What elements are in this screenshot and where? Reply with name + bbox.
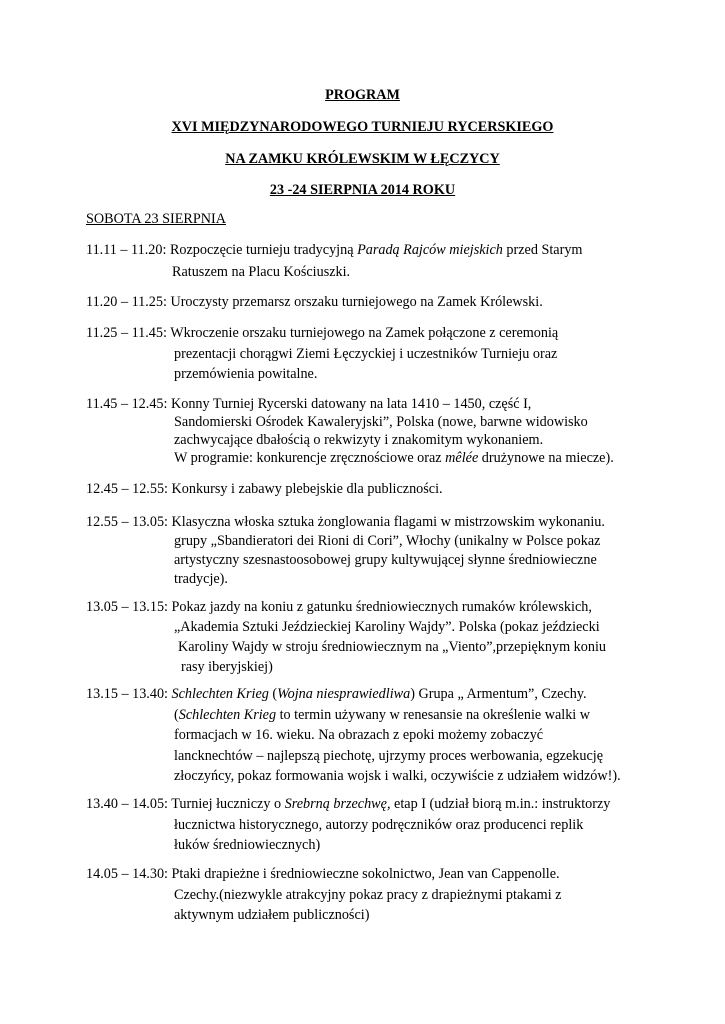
entry-line — [86, 396, 531, 413]
entry-line — [178, 639, 606, 656]
location-title: NA ZAMKU KRÓLEWSKIM W ŁĘCZYCY — [225, 151, 500, 167]
entry-text: aktywnym udziałem publiczności) — [174, 907, 370, 923]
italic-text: Srebrną brzechwę, — [284, 796, 391, 812]
entry-text: formacjach w 16. wieku. Na obrazach z epoki możemy zobaczyć — [174, 727, 544, 743]
entry-text: przed Starym — [502, 242, 583, 258]
entry-line — [174, 366, 317, 383]
day-heading: SOBOTA 23 SIERPNIA — [86, 211, 226, 227]
entry-text: 11.20 – 11.25: Uroczysty przemarsz orszaku turniejowego na Zamek Królewski. — [86, 294, 543, 310]
tournament-title: XVI MIĘDZYNARODOWEGO TURNIEJU RYCERSKIEGO — [171, 119, 554, 135]
entry-text: 11.25 – 11.45: Wkroczenie orszaku turniejowego na Zamek połączone z ceremonią — [86, 325, 559, 341]
entry-line — [86, 514, 605, 531]
entry-text: ) Grupa „ Armentum”, Czechy. — [410, 686, 587, 702]
entry-line — [174, 768, 621, 785]
entry-text: lancknechtów – najlepszą piechotę, ujrzymy proces werbowania, egzekucję — [174, 747, 603, 764]
entry-text: artystyczny szesnastoosobowej grupy kultywującej słynne średniowieczne — [174, 552, 597, 568]
entry-line — [174, 887, 561, 904]
entry-line — [174, 571, 228, 588]
italic-text: Paradą Rajców miejskich — [357, 242, 503, 258]
entry-line — [174, 552, 597, 569]
italic-text: mêlée — [445, 450, 479, 466]
entry-line — [174, 533, 600, 550]
entry-line — [174, 414, 588, 431]
entry-line — [174, 837, 320, 854]
entry-line — [174, 450, 614, 467]
entry-text: grupy „Sbandieratori dei Rioni di Cori”, Włochy (unikalny w Polsce pokaz — [174, 533, 601, 549]
entry-line — [86, 796, 610, 813]
entry-text: 13.05 – 13.15: Pokaz jazdy na koniu z gatunku średniowiecznych rumaków królewskich, — [86, 599, 592, 615]
italic-text: Wojna niesprawiedliwa — [277, 686, 411, 702]
entry-line — [174, 707, 590, 724]
entry-line — [172, 264, 350, 281]
entry-text: 12.55 – 13.05: Klasyczna włoska sztuka żonglowania flagami w mistrzowskim wykonaniu. — [86, 514, 605, 530]
entry-line — [174, 346, 557, 363]
entry-text: 13.15 – 13.40: — [86, 686, 172, 702]
entry-text: 13.40 – 14.05: Turniej łuczniczy o — [86, 796, 285, 812]
entry-text: łuków średniowiecznych) — [174, 837, 321, 853]
italic-text: Schlechten Krieg — [171, 686, 269, 702]
entry-line — [86, 242, 582, 259]
entry-text: rasy iberyjskiej) — [181, 659, 273, 675]
entry-line — [86, 325, 558, 342]
entry-text: zachwycające dbałością o rekwizyty i znakomitym wykonaniem. — [174, 432, 544, 448]
entry-text: etap I (udział biorą m.in.: instruktorzy — [390, 796, 611, 812]
entry-line — [174, 817, 583, 834]
entry-text: Ratuszem na Placu Kościuszki. — [172, 264, 351, 280]
entry-line — [174, 907, 369, 924]
entry-text: W programie: konkurencje zręcznościowe oraz — [174, 450, 446, 466]
entry-line — [86, 686, 587, 703]
entry-text: 11.45 – 12.45: Konny Turniej Rycerski datowany na lata 1410 – 1450, część I, — [86, 396, 532, 412]
entry-text: to termin używany w renesansie na określenie walki w — [276, 706, 591, 723]
program-title: PROGRAM — [325, 87, 400, 103]
entry-text: Czechy.(niezwykle atrakcyjny pokaz pracy z drapieżnymi ptakami z — [174, 886, 562, 903]
entry-line — [174, 619, 600, 636]
date-title: 23 -24 SIERPNIA 2014 ROKU — [269, 182, 456, 198]
entry-text: tradycje). — [174, 571, 228, 587]
entry-line — [181, 659, 273, 676]
entry-line — [174, 432, 543, 449]
italic-text: Schlechten Krieg — [178, 706, 277, 723]
entry-text: prezentacji chorągwi Ziemi Łęczyckiej i uczestników Turnieju oraz — [174, 345, 558, 362]
entry-text: „Akademia Sztuki Jeździeckiej Karoliny Wajdy”. Polska (pokaz jeździecki — [174, 619, 600, 635]
entry-line — [86, 866, 560, 883]
entry-text: ( — [268, 686, 278, 702]
entry-line — [86, 599, 592, 616]
entry-text: ( — [174, 706, 179, 723]
entry-text: Sandomierski Ośrodek Kawaleryjski”, Polska (nowe, barwne widowisko — [174, 414, 588, 430]
entry-line — [86, 481, 443, 498]
entry-text: 14.05 – 14.30: Ptaki drapieżne i średniowieczne sokolnictwo, Jean van Cappenolle. — [86, 866, 560, 882]
entry-text: złoczyńcy, pokaz formowania wojsk i walki, oczywiście z udziałem widzów!). — [174, 768, 621, 784]
entry-text: Karoliny Wajdy w stroju średniowiecznym na „Viento”,przepięknym koniu — [178, 639, 606, 655]
entry-line — [174, 727, 543, 744]
entry-text: przemówienia powitalne. — [174, 366, 318, 382]
entry-text: 11.11 – 11.20: Rozpoczęcie turnieju tradycyjną — [86, 242, 358, 258]
entry-line — [86, 294, 543, 311]
entry-text: łucznictwa historycznego, autorzy podręczników oraz producenci replik — [174, 816, 584, 833]
entry-line — [174, 748, 603, 765]
entry-text: drużynowe na miecze). — [478, 450, 614, 466]
entry-text: 12.45 – 12.55: Konkursy i zabawy plebejskie dla publiczności. — [86, 481, 443, 497]
